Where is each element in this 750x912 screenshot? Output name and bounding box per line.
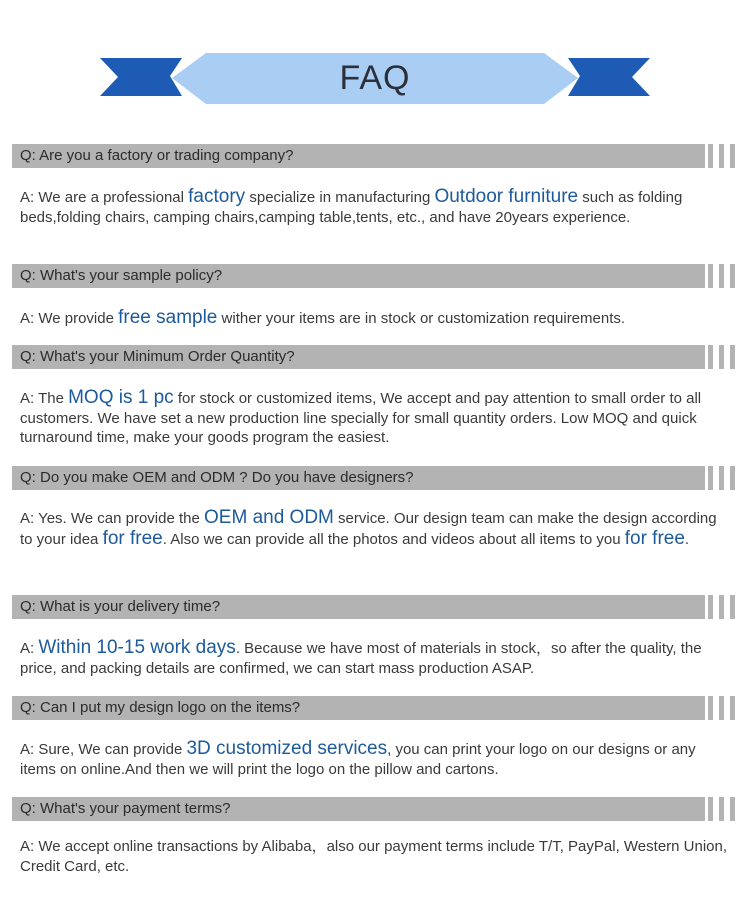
stripes-decoration [708,144,738,168]
answer-segment: . [684,530,690,548]
stripes-decoration [708,264,738,288]
answer-text [20,187,732,227]
question-text: Q: What's your payment terms? [20,800,231,817]
answer-highlight: OEM and ODM [204,507,334,528]
stripe [730,466,735,490]
answer-highlight: MOQ is 1 pc [68,387,174,408]
stripe [730,345,735,369]
answer-segment: for stock or customized items, We accept and pay attention to small order to all customers. We have set a new production line specially for small quantity orders. Low MOQ and quick turnaround time, make your goods program the easiest. [20,390,702,446]
answer-text [20,638,732,678]
question-text: Q: What's your Minimum Order Quantity? [20,348,295,365]
answer-text [20,388,732,448]
answer-segment: A: The [20,390,69,407]
stripe [708,797,713,821]
stripe [730,595,735,619]
question-bar [12,797,705,821]
stripe [719,345,724,369]
answer-text [20,508,732,549]
ribbon-left-tail [100,58,182,96]
stripes-decoration [708,466,738,490]
answer-segment: A: [20,640,39,657]
question-bar [12,144,705,168]
stripe [719,466,724,490]
answer-text [20,739,732,779]
question-text: Q: Can I put my design logo on the items? [20,699,301,716]
answer-highlight: for free [102,527,163,549]
ribbon-right-tail [568,58,650,96]
stripe [708,595,713,619]
stripes-decoration [708,696,738,720]
question-text: Q: What is your delivery time? [20,598,221,615]
answer-segment: such as folding beds,folding chairs, camping chairs,camping table,tents, etc., and have 20years experience. [20,189,683,226]
answer-segment: A: We are a professional [20,189,189,206]
stripe [708,696,713,720]
question-text: Q: Do you make OEM and ODM ? Do you have designers? [20,469,414,486]
answer-highlight: Within 10-15 work days [38,637,236,658]
stripe [708,144,713,168]
faq-banner [0,0,750,120]
stripes-decoration [708,595,738,619]
answer-segment: wither your items are in stock or customization requirements. [217,310,626,327]
answer-segment: A: We accept online transactions by Alibaba，also our payment terms include T/T, PayPal, Western Union, Credit Card, etc. [20,838,728,875]
answer-segment: service. Our design team can make the design according to your idea [20,510,717,548]
answer-highlight: for free [624,527,685,549]
stripe [730,144,735,168]
stripe [719,797,724,821]
stripe [719,696,724,720]
answer-text [20,308,732,329]
question-bar [12,595,705,619]
stripe [730,797,735,821]
answer-segment: , you can print your logo on our designs or any items on online.And then we will print the logo on the pillow and cartons. [20,741,696,778]
answer-segment: A: We provide [20,310,119,327]
answer-segment: . Because we have most of materials in stock，so after the quality, the price, and packing details are confirmed, we can start mass production ASAP. [20,640,702,677]
answer-segment: A: Yes. We can provide the [20,510,205,527]
answer-segment: . Also we can provide all the photos and videos about all items to you [162,530,625,548]
answer-segment: A: Sure, We can provide [20,741,187,758]
question-bar [12,264,705,288]
answer-highlight: factory [188,186,246,207]
stripe [719,595,724,619]
stripe [719,144,724,168]
answer-highlight: 3D customized services [186,738,388,759]
page-title: FAQ [339,59,411,97]
question-bar [12,696,705,720]
stripes-decoration [708,345,738,369]
stripes-decoration [708,797,738,821]
stripe [708,466,713,490]
stripe [730,696,735,720]
question-text: Q: Are you a factory or trading company? [20,147,294,164]
question-bar [12,345,705,369]
stripe [719,264,724,288]
stripe [730,264,735,288]
answer-text [20,837,732,876]
question-bar [12,466,705,490]
stripe [708,264,713,288]
stripe [708,345,713,369]
answer-highlight: free sample [118,307,218,328]
question-text: Q: What's your sample policy? [20,267,223,284]
answer-highlight: Outdoor furniture [434,186,579,207]
answer-segment: specialize in manufacturing [245,189,435,206]
